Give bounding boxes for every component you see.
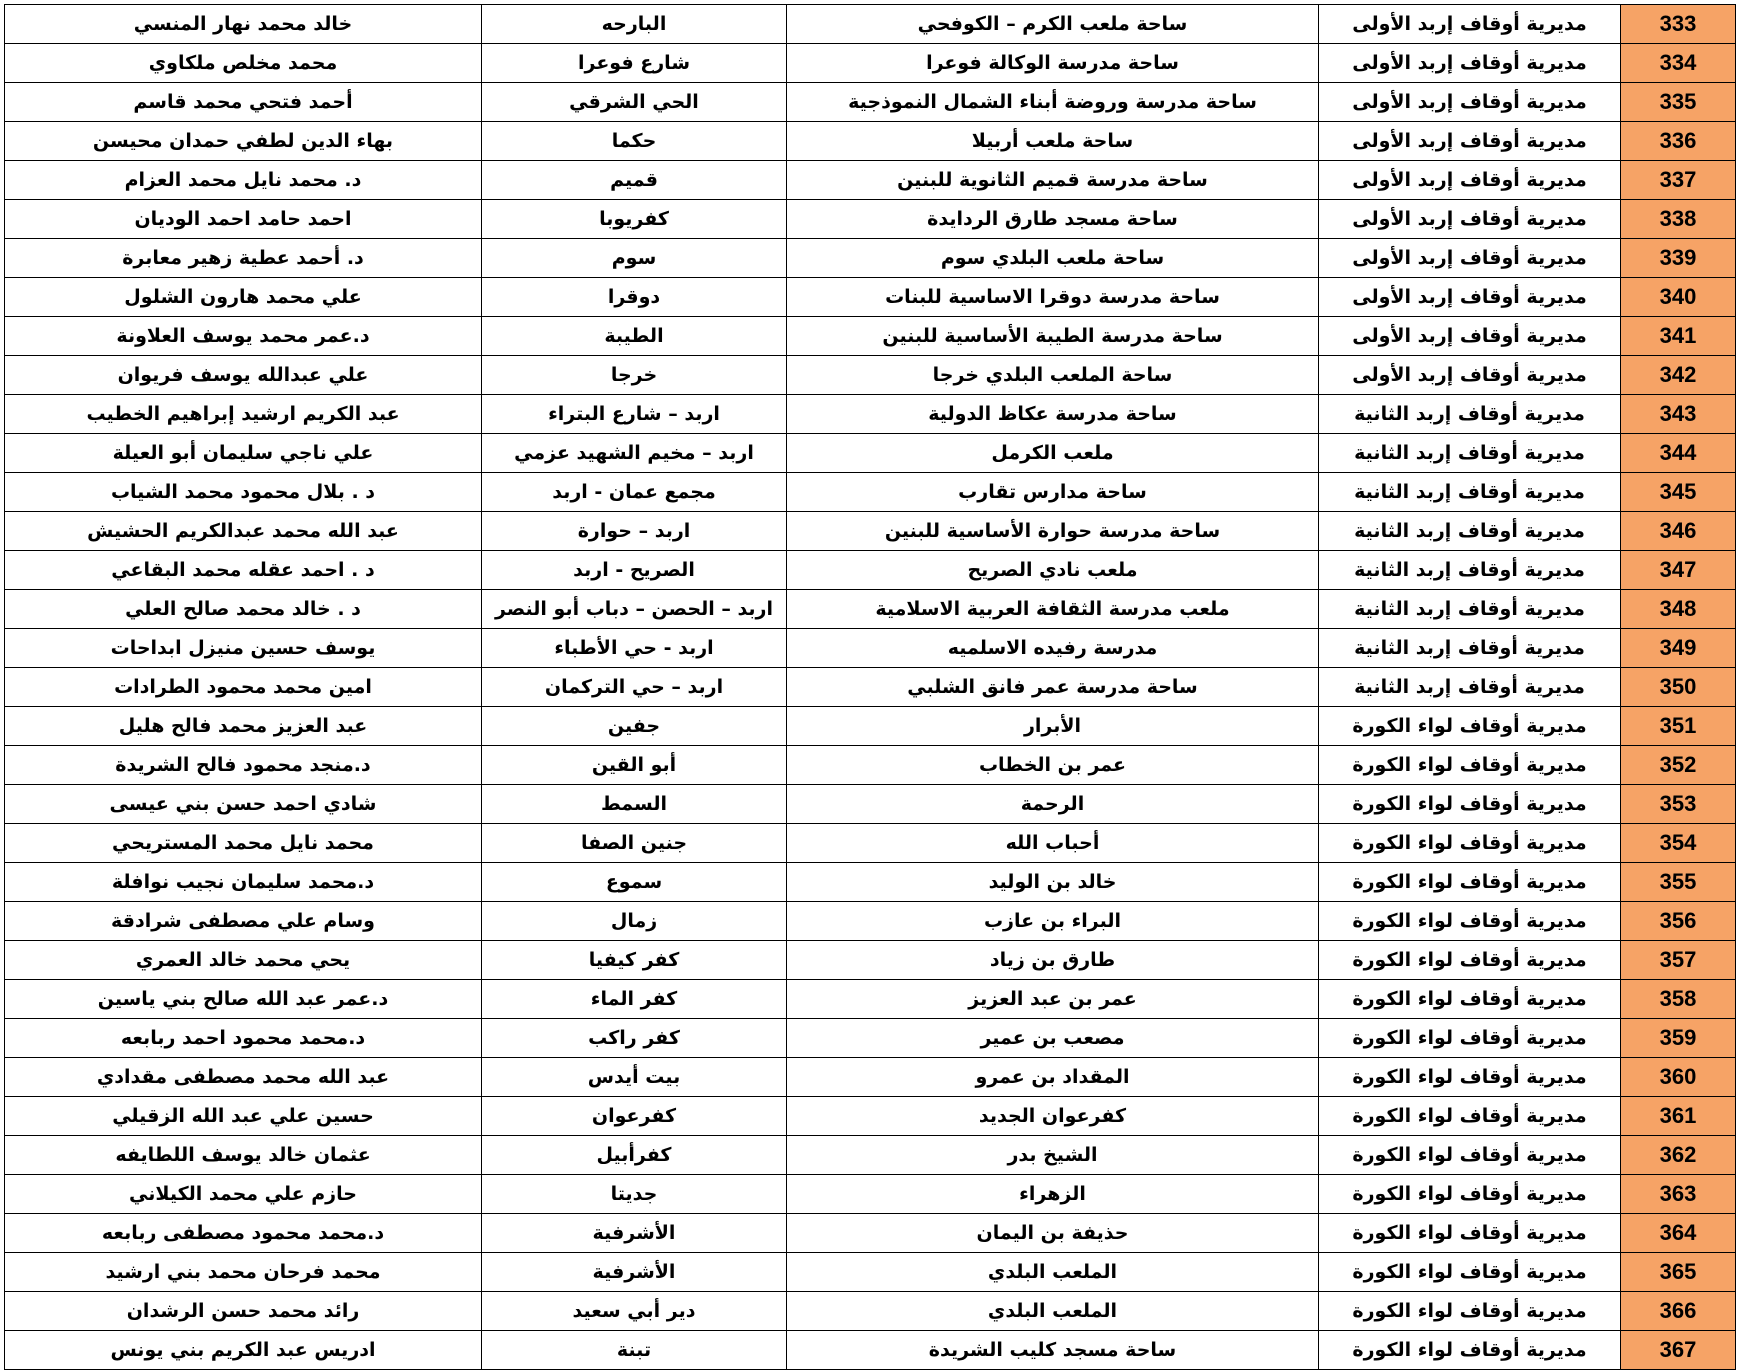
directorate-cell: مديرية أوقاف إربد الأولى	[1319, 200, 1621, 239]
table-row	[5, 1292, 1736, 1331]
row-number-cell: 358	[1621, 980, 1736, 1019]
directorate-cell: مديرية أوقاف لواء الكورة	[1319, 1214, 1621, 1253]
directorate-cell: مديرية أوقاف إربد الأولى	[1319, 83, 1621, 122]
row-number-cell: 350	[1621, 668, 1736, 707]
area-cell: حكما	[482, 122, 787, 161]
row-number-cell: 361	[1621, 1097, 1736, 1136]
area-cell: اربد – حي التركمان	[482, 668, 787, 707]
venue-cell: البراء بن عازب	[787, 902, 1319, 941]
table-row	[5, 1214, 1736, 1253]
imam-name-cell: د. محمد نايل محمد العزام	[5, 161, 482, 200]
row-number-cell: 351	[1621, 707, 1736, 746]
imam-name-cell: يوسف حسين منيزل ابداحات	[5, 629, 482, 668]
prayer-venues-table	[4, 4, 1736, 1370]
venue-cell: الشيخ بدر	[787, 1136, 1319, 1175]
row-number-cell: 348	[1621, 590, 1736, 629]
area-cell: اربد – الحصن – دباب أبو النصر	[482, 590, 787, 629]
area-cell: تبنة	[482, 1331, 787, 1370]
venue-cell: ساحة ملعب أربيلا	[787, 122, 1319, 161]
imam-name-cell: أحمد فتحي محمد قاسم	[5, 83, 482, 122]
imam-name-cell: د.محمد سليمان نجيب نوافلة	[5, 863, 482, 902]
venue-cell: الملعب البلدي	[787, 1292, 1319, 1331]
area-cell: كفرأبيل	[482, 1136, 787, 1175]
row-number-cell: 341	[1621, 317, 1736, 356]
imam-name-cell: محمد مخلص ملكاوي	[5, 44, 482, 83]
table-row	[5, 122, 1736, 161]
directorate-cell: مديرية أوقاف إربد الثانية	[1319, 395, 1621, 434]
imam-name-cell: وسام علي مصطفى شرادقة	[5, 902, 482, 941]
table-row	[5, 356, 1736, 395]
area-cell: الأشرفية	[482, 1253, 787, 1292]
imam-name-cell: علي ناجي سليمان أبو العيلة	[5, 434, 482, 473]
venue-cell: ساحة مدرسة حوارة الأساسية للبنين	[787, 512, 1319, 551]
area-cell: الحي الشرقي	[482, 83, 787, 122]
area-cell: اربد - حي الأطباء	[482, 629, 787, 668]
row-number-cell: 364	[1621, 1214, 1736, 1253]
area-cell: الأشرفية	[482, 1214, 787, 1253]
directorate-cell: مديرية أوقاف لواء الكورة	[1319, 1097, 1621, 1136]
venue-cell: عمر بن الخطاب	[787, 746, 1319, 785]
imam-name-cell: د.محمد محمود مصطفى ربابعه	[5, 1214, 482, 1253]
area-cell: كفر راكب	[482, 1019, 787, 1058]
table-row	[5, 941, 1736, 980]
venue-cell: الرحمة	[787, 785, 1319, 824]
row-number-cell: 337	[1621, 161, 1736, 200]
table-row	[5, 668, 1736, 707]
table-row	[5, 1019, 1736, 1058]
table-row	[5, 863, 1736, 902]
directorate-cell: مديرية أوقاف لواء الكورة	[1319, 1136, 1621, 1175]
imam-name-cell: يحي محمد خالد العمري	[5, 941, 482, 980]
venue-cell: مصعب بن عمير	[787, 1019, 1319, 1058]
row-number-cell: 359	[1621, 1019, 1736, 1058]
venue-cell: ساحة مدرسة دوقرا الاساسية للبنات	[787, 278, 1319, 317]
venue-cell: كفرعوان الجديد	[787, 1097, 1319, 1136]
imam-name-cell: د . بلال محمود محمد الشياب	[5, 473, 482, 512]
imam-name-cell: محمد فرحان محمد بني ارشيد	[5, 1253, 482, 1292]
area-cell: سوم	[482, 239, 787, 278]
row-number-cell: 333	[1621, 5, 1736, 44]
area-cell: جنين الصفا	[482, 824, 787, 863]
venue-cell: ساحة مدرسة وروضة أبناء الشمال النموذجية	[787, 83, 1319, 122]
directorate-cell: مديرية أوقاف لواء الكورة	[1319, 1058, 1621, 1097]
area-cell: اربد – شارع البتراء	[482, 395, 787, 434]
table-row	[5, 551, 1736, 590]
table-row	[5, 1097, 1736, 1136]
venue-cell: ساحة ملعب الكرم – الكوفحي	[787, 5, 1319, 44]
directorate-cell: مديرية أوقاف إربد الثانية	[1319, 551, 1621, 590]
area-cell: اربد – مخيم الشهيد عزمي	[482, 434, 787, 473]
table-row	[5, 434, 1736, 473]
row-number-cell: 366	[1621, 1292, 1736, 1331]
directorate-cell: مديرية أوقاف إربد الثانية	[1319, 512, 1621, 551]
directorate-cell: مديرية أوقاف لواء الكورة	[1319, 980, 1621, 1019]
row-number-cell: 353	[1621, 785, 1736, 824]
venue-cell: ملعب الكرمل	[787, 434, 1319, 473]
row-number-cell: 367	[1621, 1331, 1736, 1370]
table-row	[5, 1253, 1736, 1292]
venue-cell: ملعب مدرسة الثقافة العربية الاسلامية	[787, 590, 1319, 629]
venue-cell: ساحة مدرسة عمر فانق الشلبي	[787, 668, 1319, 707]
imam-name-cell: عبد الله محمد عبدالكريم الحشيش	[5, 512, 482, 551]
directorate-cell: مديرية أوقاف إربد الأولى	[1319, 239, 1621, 278]
directorate-cell: مديرية أوقاف لواء الكورة	[1319, 1019, 1621, 1058]
area-cell: كفر كيفيا	[482, 941, 787, 980]
imam-name-cell: د. أحمد عطية زهير معابرة	[5, 239, 482, 278]
row-number-cell: 334	[1621, 44, 1736, 83]
venue-cell: المقداد بن عمرو	[787, 1058, 1319, 1097]
imam-name-cell: محمد نايل محمد المستريحي	[5, 824, 482, 863]
table-row	[5, 1058, 1736, 1097]
area-cell: السمط	[482, 785, 787, 824]
table-row	[5, 44, 1736, 83]
row-number-cell: 347	[1621, 551, 1736, 590]
table-row	[5, 395, 1736, 434]
venue-cell: مدرسة رفيده الاسلميه	[787, 629, 1319, 668]
table-row	[5, 512, 1736, 551]
area-cell: جفين	[482, 707, 787, 746]
table-row	[5, 590, 1736, 629]
row-number-cell: 343	[1621, 395, 1736, 434]
area-cell: دوقرا	[482, 278, 787, 317]
imam-name-cell: امين محمد محمود الطرادات	[5, 668, 482, 707]
directorate-cell: مديرية أوقاف لواء الكورة	[1319, 707, 1621, 746]
area-cell: الصريح - اربد	[482, 551, 787, 590]
venue-cell: ساحة مدرسة الوكالة فوعرا	[787, 44, 1319, 83]
directorate-cell: مديرية أوقاف إربد الأولى	[1319, 356, 1621, 395]
directorate-cell: مديرية أوقاف إربد الثانية	[1319, 629, 1621, 668]
table-row	[5, 785, 1736, 824]
area-cell: قميم	[482, 161, 787, 200]
imam-name-cell: ادريس عبد الكريم بني يونس	[5, 1331, 482, 1370]
imam-name-cell: عبد الكريم ارشيد إبراهيم الخطيب	[5, 395, 482, 434]
directorate-cell: مديرية أوقاف إربد الأولى	[1319, 278, 1621, 317]
row-number-cell: 365	[1621, 1253, 1736, 1292]
table-row	[5, 746, 1736, 785]
imam-name-cell: د . خالد محمد صالح العلي	[5, 590, 482, 629]
row-number-cell: 356	[1621, 902, 1736, 941]
directorate-cell: مديرية أوقاف إربد الثانية	[1319, 668, 1621, 707]
table-row	[5, 707, 1736, 746]
table-row	[5, 83, 1736, 122]
area-cell: دير أبي سعيد	[482, 1292, 787, 1331]
directorate-cell: مديرية أوقاف لواء الكورة	[1319, 902, 1621, 941]
venue-cell: ساحة مدرسة عكاظ الدولية	[787, 395, 1319, 434]
directorate-cell: مديرية أوقاف إربد الثانية	[1319, 473, 1621, 512]
row-number-cell: 336	[1621, 122, 1736, 161]
venue-cell: حذيفة بن اليمان	[787, 1214, 1319, 1253]
imam-name-cell: رائد محمد حسن الرشدان	[5, 1292, 482, 1331]
table-row	[5, 902, 1736, 941]
imam-name-cell: احمد حامد احمد الوديان	[5, 200, 482, 239]
imam-name-cell: د.محمد محمود احمد ربابعه	[5, 1019, 482, 1058]
area-cell: مجمع عمان - اربد	[482, 473, 787, 512]
directorate-cell: مديرية أوقاف لواء الكورة	[1319, 746, 1621, 785]
venue-cell: أحباب الله	[787, 824, 1319, 863]
imam-name-cell: د.عمر عبد الله صالح بني ياسين	[5, 980, 482, 1019]
imam-name-cell: عبد العزيز محمد فالح هليل	[5, 707, 482, 746]
venue-cell: ساحة مدرسة الطيبة الأساسية للبنين	[787, 317, 1319, 356]
row-number-cell: 357	[1621, 941, 1736, 980]
imam-name-cell: علي عبدالله يوسف فريوان	[5, 356, 482, 395]
venue-cell: ساحة الملعب البلدي خرجا	[787, 356, 1319, 395]
venue-cell: الملعب البلدي	[787, 1253, 1319, 1292]
area-cell: كفر الماء	[482, 980, 787, 1019]
table-row	[5, 239, 1736, 278]
row-number-cell: 354	[1621, 824, 1736, 863]
venue-cell: ساحة ملعب البلدي سوم	[787, 239, 1319, 278]
area-cell: كفريوبا	[482, 200, 787, 239]
imam-name-cell: د.عمر محمد يوسف العلاونة	[5, 317, 482, 356]
table-row	[5, 629, 1736, 668]
imam-name-cell: حازم علي محمد الكيلاني	[5, 1175, 482, 1214]
directorate-cell: مديرية أوقاف لواء الكورة	[1319, 863, 1621, 902]
area-cell: البارحه	[482, 5, 787, 44]
imam-name-cell: د . احمد عقله محمد البقاعي	[5, 551, 482, 590]
area-cell: زمال	[482, 902, 787, 941]
directorate-cell: مديرية أوقاف إربد الأولى	[1319, 44, 1621, 83]
row-number-cell: 338	[1621, 200, 1736, 239]
row-number-cell: 349	[1621, 629, 1736, 668]
table-row	[5, 473, 1736, 512]
directorate-cell: مديرية أوقاف إربد الأولى	[1319, 5, 1621, 44]
directorate-cell: مديرية أوقاف إربد الأولى	[1319, 122, 1621, 161]
table-body	[5, 5, 1736, 1370]
row-number-cell: 339	[1621, 239, 1736, 278]
directorate-cell: مديرية أوقاف إربد الأولى	[1319, 317, 1621, 356]
venue-cell: ساحة مدارس تقارب	[787, 473, 1319, 512]
area-cell: سموع	[482, 863, 787, 902]
directorate-cell: مديرية أوقاف لواء الكورة	[1319, 785, 1621, 824]
row-number-cell: 346	[1621, 512, 1736, 551]
venue-cell: ساحة مسجد طارق الردايدة	[787, 200, 1319, 239]
table-row	[5, 1136, 1736, 1175]
row-number-cell: 362	[1621, 1136, 1736, 1175]
imam-name-cell: عثمان خالد يوسف اللطايفه	[5, 1136, 482, 1175]
directorate-cell: مديرية أوقاف إربد الثانية	[1319, 434, 1621, 473]
imam-name-cell: عبد الله محمد مصطفى مقدادي	[5, 1058, 482, 1097]
area-cell: أبو القين	[482, 746, 787, 785]
row-number-cell: 335	[1621, 83, 1736, 122]
row-number-cell: 352	[1621, 746, 1736, 785]
directorate-cell: مديرية أوقاف لواء الكورة	[1319, 824, 1621, 863]
area-cell: بيت أيدس	[482, 1058, 787, 1097]
area-cell: جديتا	[482, 1175, 787, 1214]
venue-cell: خالد بن الوليد	[787, 863, 1319, 902]
row-number-cell: 342	[1621, 356, 1736, 395]
directorate-cell: مديرية أوقاف لواء الكورة	[1319, 1331, 1621, 1370]
table-row	[5, 317, 1736, 356]
venue-cell: ساحة مسجد كليب الشريدة	[787, 1331, 1319, 1370]
table-row	[5, 278, 1736, 317]
imam-name-cell: علي محمد هارون الشلول	[5, 278, 482, 317]
area-cell: شارع فوعرا	[482, 44, 787, 83]
area-cell: اربد – حوارة	[482, 512, 787, 551]
area-cell: الطيبة	[482, 317, 787, 356]
row-number-cell: 363	[1621, 1175, 1736, 1214]
imam-name-cell: بهاء الدين لطفي حمدان محيسن	[5, 122, 482, 161]
table-row	[5, 824, 1736, 863]
imam-name-cell: حسين علي عبد الله الزقيلي	[5, 1097, 482, 1136]
row-number-cell: 344	[1621, 434, 1736, 473]
table-row	[5, 200, 1736, 239]
area-cell: كفرعوان	[482, 1097, 787, 1136]
directorate-cell: مديرية أوقاف إربد الأولى	[1319, 161, 1621, 200]
imam-name-cell: شادي احمد حسن بني عيسى	[5, 785, 482, 824]
table-row	[5, 5, 1736, 44]
row-number-cell: 345	[1621, 473, 1736, 512]
venue-cell: عمر بن عبد العزيز	[787, 980, 1319, 1019]
table-row	[5, 980, 1736, 1019]
imam-name-cell: خالد محمد نهار المنسي	[5, 5, 482, 44]
directorate-cell: مديرية أوقاف لواء الكورة	[1319, 1253, 1621, 1292]
imam-name-cell: د.منجد محمود فالح الشريدة	[5, 746, 482, 785]
row-number-cell: 340	[1621, 278, 1736, 317]
venue-cell: ملعب نادي الصريح	[787, 551, 1319, 590]
directorate-cell: مديرية أوقاف لواء الكورة	[1319, 941, 1621, 980]
table-row	[5, 161, 1736, 200]
venue-cell: طارق بن زياد	[787, 941, 1319, 980]
directorate-cell: مديرية أوقاف لواء الكورة	[1319, 1292, 1621, 1331]
venue-cell: الزهراء	[787, 1175, 1319, 1214]
row-number-cell: 360	[1621, 1058, 1736, 1097]
row-number-cell: 355	[1621, 863, 1736, 902]
table-row	[5, 1175, 1736, 1214]
directorate-cell: مديرية أوقاف إربد الثانية	[1319, 590, 1621, 629]
directorate-cell: مديرية أوقاف لواء الكورة	[1319, 1175, 1621, 1214]
area-cell: خرجا	[482, 356, 787, 395]
venue-cell: ساحة مدرسة قميم الثانوية للبنين	[787, 161, 1319, 200]
venue-cell: الأبرار	[787, 707, 1319, 746]
table-row	[5, 1331, 1736, 1370]
